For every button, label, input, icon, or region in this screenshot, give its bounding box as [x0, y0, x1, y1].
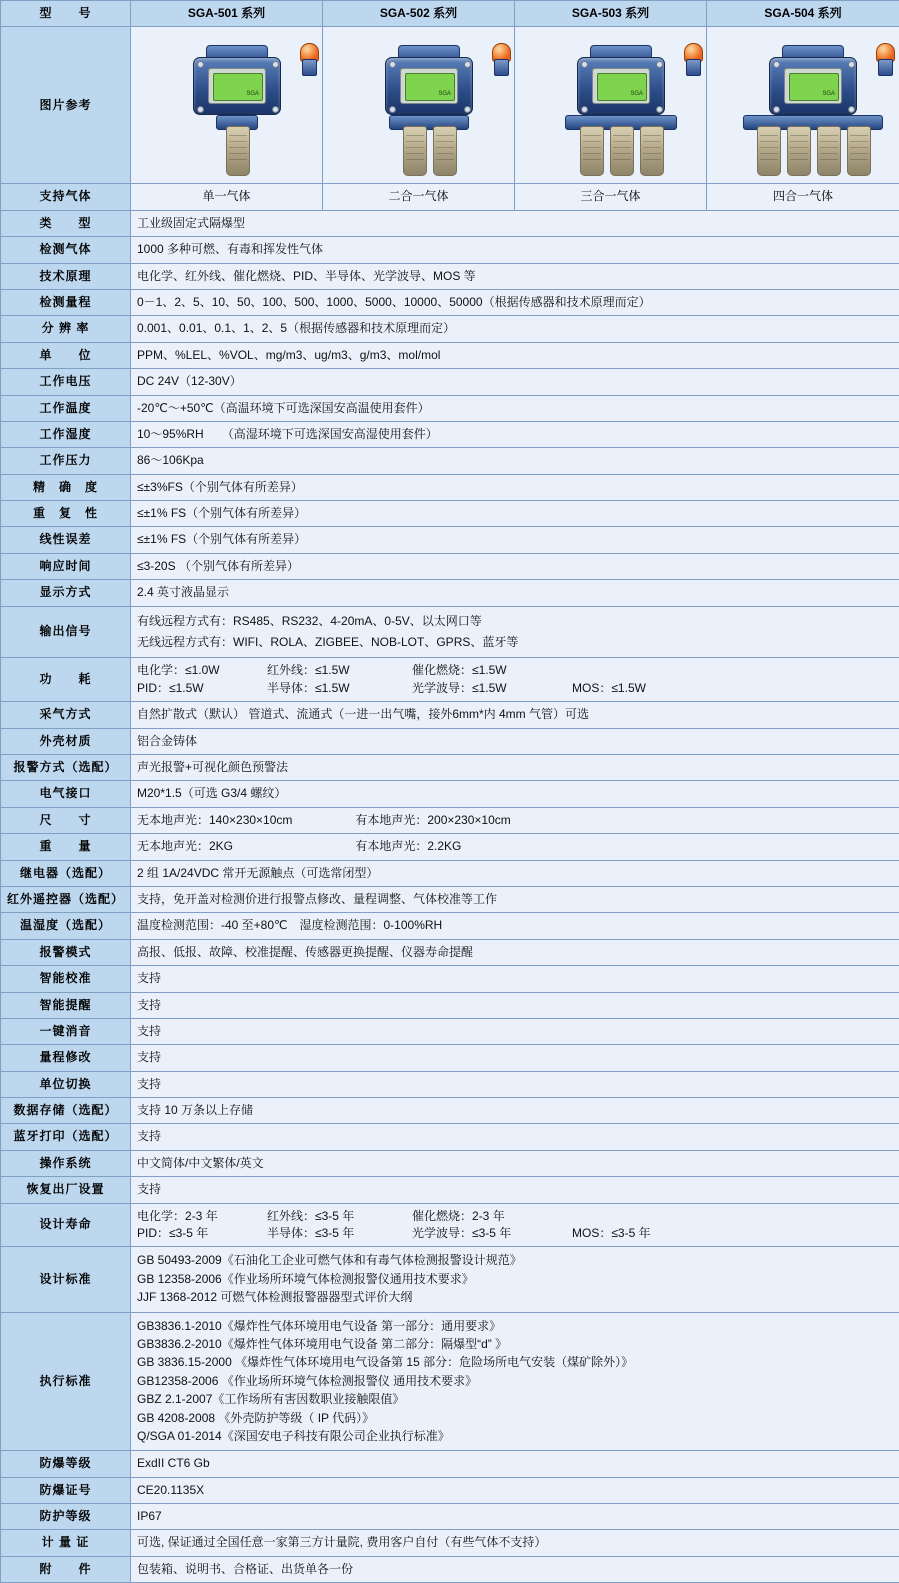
device-image-2	[323, 27, 515, 184]
row-value-ip-rating: IP67	[131, 1504, 899, 1530]
table-row-temperature	[1, 395, 899, 421]
row-label-factory-reset: 恢复出厂设置	[1, 1177, 131, 1203]
design-standard-line-0: GB 50493-2009《石油化工企业可燃气体和有毒气体检测报警设计规范》	[137, 1252, 893, 1269]
housing-bolt-1	[389, 61, 396, 68]
life-value-3: ≤3-5 年	[169, 1226, 208, 1240]
row-value-temperature: -20℃～+50℃（高温环境下可选深国安高温使用套件）	[131, 395, 899, 421]
design-life-line-2	[137, 1225, 893, 1242]
row-label-detect-gas: 检测气体	[1, 237, 131, 263]
device-faceplate	[784, 68, 842, 104]
table-row-display	[1, 580, 899, 606]
design-life-line-1	[137, 1208, 893, 1225]
row-label-size: 尺 寸	[1, 807, 131, 833]
housing-bolt-1	[773, 61, 780, 68]
table-row-accuracy	[1, 474, 899, 500]
table-row-repeatability	[1, 501, 899, 527]
table-row-temp-humidity-option	[1, 913, 899, 939]
supported-gas-2: 二合一气体	[323, 184, 515, 210]
gas-detector-illustration-2	[329, 31, 508, 179]
power-name-0: 电化学：	[137, 663, 185, 677]
table-row-humidity	[1, 421, 899, 447]
housing-bolt-4	[656, 106, 663, 113]
device-display	[789, 73, 839, 101]
weight-with-alarm: 有本地声光：2.2KG	[355, 838, 461, 855]
row-label-alarm-mode: 报警模式	[1, 939, 131, 965]
gas-detector-illustration-3	[521, 31, 700, 179]
table-row-factory-reset	[1, 1177, 899, 1203]
model-col-2: SGA-502 系列	[323, 1, 515, 27]
gas-detector-illustration-4	[713, 31, 893, 179]
row-value-accessories: 包装箱、说明书、合格证、出货单各一份	[131, 1556, 899, 1582]
row-value-alarm-mode: 高报、低报、故障、校准提醒、传感器更换提醒、仪器寿命提醒	[131, 939, 899, 965]
row-label-execution-standard: 执行标准	[1, 1312, 131, 1451]
row-value-pressure: 86～106Kpa	[131, 448, 899, 474]
life-value-1: ≤3-5 年	[315, 1209, 354, 1223]
housing-bolt-2	[272, 61, 279, 68]
row-label-technology: 技术原理	[1, 263, 131, 289]
row-value-relay: 2 组 1A/24VDC 常开无源触点（可选常闭型）	[131, 860, 899, 886]
device-display	[597, 73, 647, 101]
row-value-temp-humidity-option: 温度检测范围：-40 至+80℃ 湿度检测范围：0-100%RH	[131, 913, 899, 939]
life-name-4: 半导体：	[267, 1226, 315, 1240]
device-image-1	[131, 27, 323, 184]
row-value-design-life	[131, 1203, 899, 1247]
table-row-technology	[1, 263, 899, 289]
table-row-ip-rating	[1, 1504, 899, 1530]
row-value-type: 工业级固定式隔爆型	[131, 210, 899, 236]
supported-gas-4: 四合一气体	[707, 184, 899, 210]
table-row-model	[1, 1, 899, 27]
table-row-linearity	[1, 527, 899, 553]
power-value-1: ≤1.5W	[315, 663, 350, 677]
device-image-3	[515, 27, 707, 184]
housing-bolt-4	[272, 106, 279, 113]
gas-detector-illustration-1	[137, 31, 316, 179]
row-value-electrical-interface: M20*1.5（可选 G3/4 螺纹）	[131, 781, 899, 807]
row-value-data-storage: 支持 10 万条以上存储	[131, 1098, 899, 1124]
power-name-3: PID：	[137, 681, 169, 695]
gas-sensor-probe-3	[817, 126, 841, 176]
life-name-1: 红外线：	[267, 1209, 315, 1223]
device-display-text: SGA	[246, 90, 259, 99]
table-row-ex-certificate	[1, 1477, 899, 1503]
table-row-smart-reminder	[1, 992, 899, 1018]
execution-standard-line-0: GB3836.1-2010《爆炸性气体环境用电气设备 第一部分：通用要求》	[137, 1318, 893, 1335]
execution-standard-line-4: GBZ 2.1-2007《工作场所有害因数职业接触限值》	[137, 1391, 893, 1408]
row-label-relay: 继电器（选配）	[1, 860, 131, 886]
power-value-2: ≤1.5W	[472, 663, 507, 677]
row-label-design-life: 设计寿命	[1, 1203, 131, 1247]
row-label-pressure: 工作压力	[1, 448, 131, 474]
row-value-os: 中文简体/中文繁体/英文	[131, 1150, 899, 1176]
row-label-range: 检测量程	[1, 289, 131, 315]
power-value-0: ≤1.0W	[185, 663, 220, 677]
row-label-ir-remote: 红外遥控器（选配）	[1, 886, 131, 912]
table-row-smart-calibration	[1, 966, 899, 992]
table-row-ex-rating	[1, 1451, 899, 1477]
row-label-os: 操作系统	[1, 1150, 131, 1176]
gas-sensor-probe-1	[757, 126, 781, 176]
power-name-2: 催化燃烧：	[412, 663, 472, 677]
row-label-weight: 重 量	[1, 834, 131, 860]
row-value-output-signal	[131, 606, 899, 658]
life-value-5: ≤3-5 年	[472, 1226, 511, 1240]
table-row-voltage	[1, 369, 899, 395]
table-row-sampling	[1, 702, 899, 728]
output-wireless-line: 无线远程方式有：WIFI、ROLA、ZIGBEE、NOB-LOT、GPRS、蓝牙等	[137, 632, 893, 653]
row-value-factory-reset: 支持	[131, 1177, 899, 1203]
row-label-sampling: 采气方式	[1, 702, 131, 728]
design-standard-line-1: GB 12358-2006《作业场所环境气体检测报警仪通用技术要求》	[137, 1271, 893, 1288]
device-display	[405, 73, 455, 101]
gas-sensor-probe-1	[580, 126, 604, 176]
gas-sensor-probe-3	[640, 126, 664, 176]
table-row-output-signal	[1, 606, 899, 658]
row-label-output-signal: 输出信号	[1, 606, 131, 658]
row-label-smart-reminder: 智能提醒	[1, 992, 131, 1018]
row-label-metrology-certificate: 计 量 证	[1, 1530, 131, 1556]
execution-standard-line-6: Q/SGA 01-2014《深国安电子科技有限公司企业执行标准》	[137, 1428, 893, 1445]
table-row-range	[1, 289, 899, 315]
row-value-one-key-mute: 支持	[131, 1018, 899, 1044]
row-label-temp-humidity-option: 温湿度（选配）	[1, 913, 131, 939]
sensor-manifold	[389, 115, 469, 130]
row-value-detect-gas: 1000 多种可燃、有毒和挥发性气体	[131, 237, 899, 263]
row-value-execution-standard	[131, 1312, 899, 1451]
housing-bolt-3	[773, 106, 780, 113]
table-row-type	[1, 210, 899, 236]
row-label-accuracy: 精 确 度	[1, 474, 131, 500]
row-label-resolution: 分 辨 率	[1, 316, 131, 342]
power-name-4: 半导体：	[267, 681, 315, 695]
alarm-beacon-icon	[492, 43, 509, 73]
table-row-electrical-interface	[1, 781, 899, 807]
table-row-pressure	[1, 448, 899, 474]
device-display-text: SGA	[630, 90, 643, 99]
size-with-alarm: 有本地声光：200×230×10cm	[355, 812, 510, 829]
device-image-4	[707, 27, 899, 184]
row-label-unit: 单 位	[1, 342, 131, 368]
table-row-power	[1, 658, 899, 702]
table-row-weight	[1, 834, 899, 860]
life-name-5: 光学波导：	[412, 1226, 472, 1240]
life-value-4: ≤3-5 年	[315, 1226, 354, 1240]
table-row-accessories	[1, 1556, 899, 1582]
table-row-range-modify	[1, 1045, 899, 1071]
output-wired-line: 有线远程方式有：RS485、RS232、4-20mA、0-5V、以太网口等	[137, 611, 893, 632]
life-name-2: 催化燃烧：	[412, 1209, 472, 1223]
row-label-one-key-mute: 一键消音	[1, 1018, 131, 1044]
table-row-one-key-mute	[1, 1018, 899, 1044]
row-value-display: 2.4 英寸液晶显示	[131, 580, 899, 606]
supported-gas-1: 单一气体	[131, 184, 323, 210]
device-display-text: SGA	[438, 90, 451, 99]
device-housing	[577, 57, 665, 115]
table-row-size	[1, 807, 899, 833]
table-row-supported-gas	[1, 184, 899, 210]
row-label-range-modify: 量程修改	[1, 1045, 131, 1071]
row-label-shell-material: 外壳材质	[1, 728, 131, 754]
weight-without-alarm: 无本地声光：2KG	[137, 838, 352, 855]
table-row-ir-remote	[1, 886, 899, 912]
life-name-0: 电化学：	[137, 1209, 185, 1223]
row-value-technology: 电化学、红外线、催化燃烧、PID、半导体、光学波导、MOS 等	[131, 263, 899, 289]
power-line-2	[137, 680, 893, 697]
design-standard-line-2: JJF 1368-2012 可燃气体检测报警器器型式评价大纲	[137, 1289, 893, 1306]
power-value-6: ≤1.5W	[611, 681, 646, 695]
row-label-ex-rating: 防爆等级	[1, 1451, 131, 1477]
housing-bolt-4	[464, 106, 471, 113]
table-row-design-life	[1, 1203, 899, 1247]
power-value-4: ≤1.5W	[315, 681, 350, 695]
row-value-unit-switch: 支持	[131, 1071, 899, 1097]
row-label-accessories: 附 件	[1, 1556, 131, 1582]
device-faceplate	[400, 68, 458, 104]
life-name-3: PID：	[137, 1226, 169, 1240]
table-row-design-standard	[1, 1247, 899, 1312]
row-label-electrical-interface: 电气接口	[1, 781, 131, 807]
housing-bolt-2	[656, 61, 663, 68]
row-value-linearity: ≤±1% FS（个别气体有所差异）	[131, 527, 899, 553]
table-row-os	[1, 1150, 899, 1176]
row-label-image-reference: 图片参考	[1, 27, 131, 184]
row-value-shell-material: 铝合金铸体	[131, 728, 899, 754]
housing-bolt-3	[389, 106, 396, 113]
row-value-design-standard	[131, 1247, 899, 1312]
row-label-design-standard: 设计标准	[1, 1247, 131, 1312]
table-row-unit	[1, 342, 899, 368]
housing-bolt-3	[581, 106, 588, 113]
row-label-bluetooth-print: 蓝牙打印（选配）	[1, 1124, 131, 1150]
row-value-response-time: ≤3-20S （个别气体有所差异）	[131, 553, 899, 579]
row-value-range-modify: 支持	[131, 1045, 899, 1071]
execution-standard-line-1: GB3836.2-2010《爆炸性气体环境用电气设备 第二部分：隔爆型“d” 》	[137, 1336, 893, 1353]
model-col-3: SGA-503 系列	[515, 1, 707, 27]
housing-bolt-2	[464, 61, 471, 68]
supported-gas-3: 三合一气体	[515, 184, 707, 210]
row-label-ip-rating: 防护等级	[1, 1504, 131, 1530]
table-row-bluetooth-print	[1, 1124, 899, 1150]
row-label-linearity: 线性误差	[1, 527, 131, 553]
row-value-metrology-certificate: 可选, 保证通过全国任意一家第三方计量院, 费用客户自付（有些气体不支持）	[131, 1530, 899, 1556]
execution-standard-line-5: GB 4208-2008 《外壳防护等级（ IP 代码）》	[137, 1410, 893, 1427]
row-value-smart-calibration: 支持	[131, 966, 899, 992]
table-row-metrology-certificate	[1, 1530, 899, 1556]
housing-bolt-1	[197, 61, 204, 68]
model-col-4: SGA-504 系列	[707, 1, 899, 27]
row-label-repeatability: 重 复 性	[1, 501, 131, 527]
power-value-5: ≤1.5W	[472, 681, 507, 695]
row-value-humidity: 10～95%RH （高湿环境下可选深国安高湿使用套件）	[131, 421, 899, 447]
row-value-voltage: DC 24V（12-30V）	[131, 369, 899, 395]
device-housing	[193, 57, 281, 115]
gas-sensor-probe-2	[787, 126, 811, 176]
row-label-response-time: 响应时间	[1, 553, 131, 579]
device-display-text: SGA	[822, 90, 835, 99]
row-label-unit-switch: 单位切换	[1, 1071, 131, 1097]
power-line-1	[137, 662, 893, 679]
row-value-alarm-method: 声光报警+可视化颜色预警法	[131, 754, 899, 780]
table-row-data-storage	[1, 1098, 899, 1124]
row-label-smart-calibration: 智能校准	[1, 966, 131, 992]
gas-sensor-probe-2	[433, 126, 457, 176]
row-value-unit: PPM、%LEL、%VOL、mg/m3、ug/m3、g/m3、mol/mol	[131, 342, 899, 368]
alarm-beacon-icon	[876, 43, 893, 73]
device-faceplate	[208, 68, 266, 104]
row-value-bluetooth-print: 支持	[131, 1124, 899, 1150]
row-label-model: 型 号	[1, 1, 131, 27]
power-value-3: ≤1.5W	[169, 681, 204, 695]
table-row-relay	[1, 860, 899, 886]
gas-sensor-probe-4	[847, 126, 871, 176]
row-label-alarm-method: 报警方式（选配）	[1, 754, 131, 780]
row-value-size	[131, 807, 899, 833]
model-col-1: SGA-501 系列	[131, 1, 323, 27]
size-without-alarm: 无本地声光：140×230×10cm	[137, 812, 352, 829]
alarm-beacon-icon	[300, 43, 317, 73]
device-faceplate	[592, 68, 650, 104]
row-value-repeatability: ≤±1% FS（个别气体有所差异）	[131, 501, 899, 527]
row-label-power: 功 耗	[1, 658, 131, 702]
alarm-beacon-icon	[684, 43, 701, 73]
table-row-image-reference	[1, 27, 899, 184]
device-display	[213, 73, 263, 101]
life-value-6: ≤3-5 年	[611, 1226, 650, 1240]
power-name-1: 红外线：	[267, 663, 315, 677]
table-row-execution-standard	[1, 1312, 899, 1451]
table-row-shell-material	[1, 728, 899, 754]
table-row-unit-switch	[1, 1071, 899, 1097]
gas-sensor-probe-1	[226, 126, 250, 176]
row-value-ex-rating: ExdII CT6 Gb	[131, 1451, 899, 1477]
row-value-smart-reminder: 支持	[131, 992, 899, 1018]
row-label-humidity: 工作湿度	[1, 421, 131, 447]
power-name-5: 光学波导：	[412, 681, 472, 695]
row-value-range: 0－1、2、5、10、50、100、500、1000、5000、10000、50000（根据传感器和技术原理而定）	[131, 289, 899, 315]
table-row-resolution	[1, 316, 899, 342]
life-value-2: 2-3 年	[472, 1209, 505, 1223]
row-value-ir-remote: 支持，免开盖对检测价进行报警点修改、量程调整、气体校准等工作	[131, 886, 899, 912]
table-row-detect-gas	[1, 237, 899, 263]
life-value-0: 2-3 年	[185, 1209, 218, 1223]
row-value-sampling: 自然扩散式（默认） 管道式、流通式（一进一出气嘴，接外6mm*内 4mm 气管）可选	[131, 702, 899, 728]
gas-sensor-probe-2	[610, 126, 634, 176]
row-label-ex-certificate: 防爆证号	[1, 1477, 131, 1503]
device-housing	[385, 57, 473, 115]
row-value-weight	[131, 834, 899, 860]
power-name-6: MOS：	[572, 681, 611, 695]
housing-bolt-4	[848, 106, 855, 113]
row-label-data-storage: 数据存储（选配）	[1, 1098, 131, 1124]
row-label-display: 显示方式	[1, 580, 131, 606]
device-housing	[769, 57, 857, 115]
table-row-alarm-mode	[1, 939, 899, 965]
execution-standard-line-3: GB12358-2006 《作业场所环境气体检测报警仪 通用技术要求》	[137, 1373, 893, 1390]
housing-bolt-2	[848, 61, 855, 68]
life-name-6: MOS：	[572, 1226, 611, 1240]
row-label-temperature: 工作温度	[1, 395, 131, 421]
gas-sensor-probe-1	[403, 126, 427, 176]
table-row-alarm-method	[1, 754, 899, 780]
housing-bolt-3	[197, 106, 204, 113]
housing-bolt-1	[581, 61, 588, 68]
row-label-voltage: 工作电压	[1, 369, 131, 395]
row-value-power	[131, 658, 899, 702]
row-value-ex-certificate: CE20.1135X	[131, 1477, 899, 1503]
table-row-response-time	[1, 553, 899, 579]
row-label-supported-gas: 支持气体	[1, 184, 131, 210]
row-value-resolution: 0.001、0.01、0.1、1、2、5（根据传感器和技术原理而定）	[131, 316, 899, 342]
row-label-type: 类 型	[1, 210, 131, 236]
row-value-accuracy: ≤±3%FS（个别气体有所差异）	[131, 474, 899, 500]
execution-standard-line-2: GB 3836.15-2000 《爆炸性气体环境用电气设备第 15 部分：危险场所电气安装（煤矿除外）》	[137, 1354, 893, 1371]
